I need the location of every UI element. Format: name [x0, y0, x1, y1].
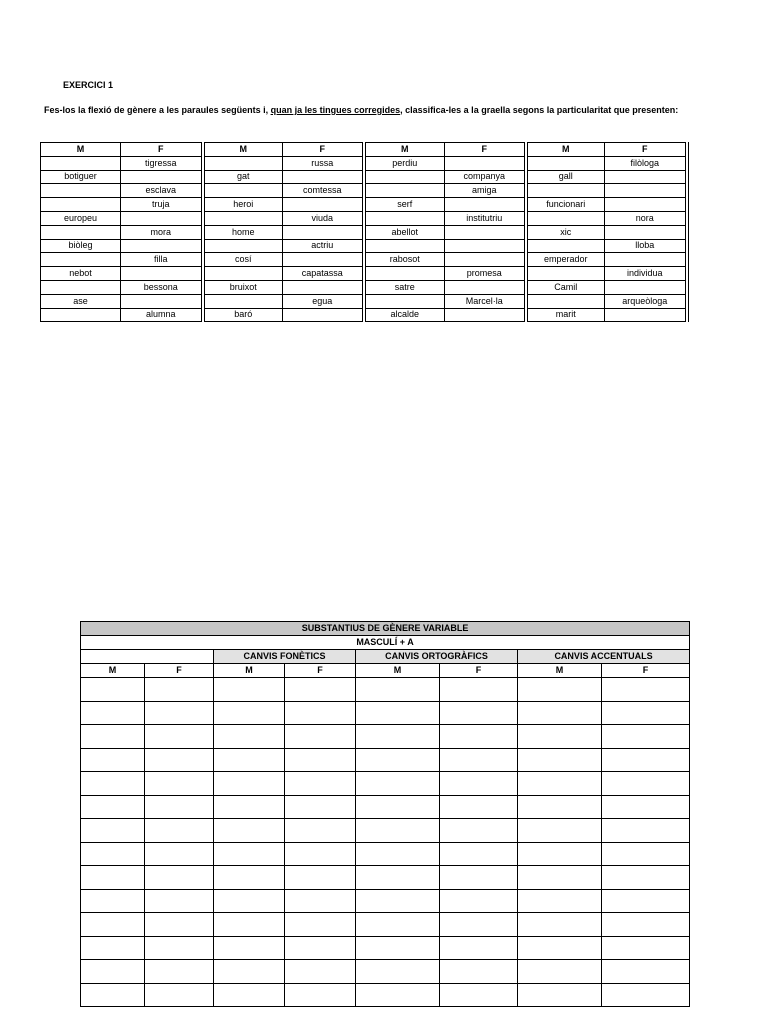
grid-cell: emperador: [526, 253, 605, 267]
blank-cell[interactable]: [602, 936, 690, 960]
blank-cell[interactable]: [145, 678, 214, 702]
blank-cell[interactable]: [440, 819, 518, 843]
grid-cell: gat: [203, 170, 283, 184]
blank-cell[interactable]: [81, 913, 145, 937]
blank-cell[interactable]: [356, 866, 440, 890]
word-grid-header-row: [41, 143, 687, 157]
blank-cell[interactable]: [440, 913, 518, 937]
blank-cell[interactable]: [518, 936, 602, 960]
table-row: [41, 225, 687, 239]
grid-cell: [364, 267, 445, 281]
blank-cell[interactable]: [518, 725, 602, 749]
blank-cell[interactable]: [145, 960, 214, 984]
grid-cell: [526, 156, 605, 170]
blank-cell[interactable]: [285, 819, 356, 843]
grid-cell: [41, 156, 121, 170]
blank-cell[interactable]: [285, 913, 356, 937]
grid-cell: [605, 280, 687, 294]
blank-cell[interactable]: [145, 913, 214, 937]
blank-cell[interactable]: [145, 725, 214, 749]
blank-cell[interactable]: [214, 725, 285, 749]
blank-cell[interactable]: [356, 678, 440, 702]
blank-cell[interactable]: [214, 772, 285, 796]
table-row: [41, 280, 687, 294]
grid-cell: [445, 308, 526, 322]
grid-cell: truja: [121, 198, 203, 212]
blank-cell[interactable]: [285, 936, 356, 960]
blank-cell[interactable]: [602, 701, 690, 725]
blank-cell[interactable]: [145, 936, 214, 960]
blank-cell[interactable]: [356, 701, 440, 725]
blank-cell[interactable]: [518, 866, 602, 890]
blank-cell[interactable]: [81, 701, 145, 725]
classification-table: [80, 621, 690, 1007]
blank-cell[interactable]: [602, 678, 690, 702]
grid-cell: [526, 267, 605, 281]
grid-header-f: F: [283, 143, 364, 157]
grid-cell: [364, 184, 445, 198]
blank-cell[interactable]: [81, 795, 145, 819]
blank-row: [81, 913, 690, 937]
grid-cell: [364, 170, 445, 184]
blank-cell[interactable]: [440, 725, 518, 749]
blank-cell[interactable]: [356, 936, 440, 960]
table-row: [41, 198, 687, 212]
blank-cell[interactable]: [440, 701, 518, 725]
blank-row: [81, 772, 690, 796]
table-row: [41, 267, 687, 281]
blank-cell[interactable]: [214, 842, 285, 866]
blank-row: [81, 795, 690, 819]
grid-cell: [203, 184, 283, 198]
blank-cell[interactable]: [440, 842, 518, 866]
grid-header-m: M: [41, 143, 121, 157]
grid-cell: abellot: [364, 225, 445, 239]
blank-cell[interactable]: [518, 795, 602, 819]
blank-cell[interactable]: [518, 889, 602, 913]
blank-row: [81, 701, 690, 725]
grid-cell: [121, 294, 203, 308]
blank-cell[interactable]: [518, 748, 602, 772]
grid-header-m: M: [203, 143, 283, 157]
grid-cell: individua: [605, 267, 687, 281]
grid-cell: [445, 156, 526, 170]
grid-cell: marit: [526, 308, 605, 322]
grid-header-f: F: [445, 143, 526, 157]
blank-cell[interactable]: [440, 889, 518, 913]
exercise-title: EXERCICI 1: [63, 80, 114, 90]
blank-row: [81, 866, 690, 890]
blank-cell[interactable]: [285, 960, 356, 984]
grid-cell: [41, 198, 121, 212]
grid-cell: mora: [121, 225, 203, 239]
blank-row: [81, 819, 690, 843]
grid-cell: serf: [364, 198, 445, 212]
grid-cell: gall: [526, 170, 605, 184]
classification-header-m: M: [81, 664, 145, 678]
classification-header-row: [81, 664, 690, 678]
grid-cell: [203, 211, 283, 225]
blank-cell[interactable]: [518, 983, 602, 1007]
grid-cell: amiga: [445, 184, 526, 198]
grid-cell: [283, 280, 364, 294]
blank-cell[interactable]: [356, 819, 440, 843]
blank-row: [81, 983, 690, 1007]
grid-cell: alcalde: [364, 308, 445, 322]
blank-cell[interactable]: [81, 772, 145, 796]
grid-cell: capatassa: [283, 267, 364, 281]
grid-cell: russa: [283, 156, 364, 170]
grid-cell: ase: [41, 294, 121, 308]
grid-cell: [605, 170, 687, 184]
blank-cell[interactable]: [602, 819, 690, 843]
category-fonetics: CANVIS FONÈTICS: [214, 650, 356, 664]
grid-cell: xic: [526, 225, 605, 239]
grid-cell: nebot: [41, 267, 121, 281]
blank-cell[interactable]: [81, 678, 145, 702]
grid-cell: [605, 308, 687, 322]
classification-header-m: M: [518, 664, 602, 678]
blank-cell[interactable]: [602, 889, 690, 913]
category-accentuals: CANVIS ACCENTUALS: [518, 650, 690, 664]
grid-cell: [283, 170, 364, 184]
grid-cell: cosí: [203, 253, 283, 267]
grid-cell: [605, 225, 687, 239]
blank-cell[interactable]: [285, 889, 356, 913]
table-row: [41, 253, 687, 267]
blank-cell[interactable]: [356, 772, 440, 796]
blank-cell[interactable]: [518, 678, 602, 702]
blank-row: [81, 842, 690, 866]
table-row: [41, 184, 687, 198]
blank-cell[interactable]: [214, 748, 285, 772]
table-row: [41, 239, 687, 253]
classification-header-f: F: [440, 664, 518, 678]
grid-cell: viuda: [283, 211, 364, 225]
grid-header-m: M: [364, 143, 445, 157]
grid-cell: perdiu: [364, 156, 445, 170]
grid-cell: comtessa: [283, 184, 364, 198]
classification-header-f: F: [285, 664, 356, 678]
blank-cell[interactable]: [518, 701, 602, 725]
grid-cell: nora: [605, 211, 687, 225]
grid-cell: europeu: [41, 211, 121, 225]
blank-cell[interactable]: [81, 748, 145, 772]
grid-cell: institutriu: [445, 211, 526, 225]
grid-cell: [41, 225, 121, 239]
blank-cell[interactable]: [602, 795, 690, 819]
grid-header-f: F: [121, 143, 203, 157]
blank-cell[interactable]: [81, 819, 145, 843]
word-grid-table: [40, 142, 689, 322]
grid-cell: [121, 239, 203, 253]
classification-title: SUBSTANTIUS DE GÈNERE VARIABLE: [81, 622, 690, 636]
grid-cell: [41, 280, 121, 294]
grid-cell: Marcel·la: [445, 294, 526, 308]
blank-cell[interactable]: [214, 983, 285, 1007]
blank-cell[interactable]: [602, 748, 690, 772]
grid-cell: [526, 294, 605, 308]
blank-row: [81, 725, 690, 749]
blank-cell[interactable]: [518, 960, 602, 984]
blank-cell[interactable]: [81, 983, 145, 1007]
category-ortografics: CANVIS ORTOGRÀFICS: [356, 650, 518, 664]
blank-cell[interactable]: [214, 866, 285, 890]
blank-cell[interactable]: [81, 866, 145, 890]
grid-cell: home: [203, 225, 283, 239]
blank-row: [81, 678, 690, 702]
blank-cell[interactable]: [214, 913, 285, 937]
grid-cell: baró: [203, 308, 283, 322]
grid-cell: [526, 239, 605, 253]
category-spacer: [81, 650, 214, 664]
blank-cell[interactable]: [214, 701, 285, 725]
grid-cell: [283, 308, 364, 322]
blank-cell[interactable]: [285, 772, 356, 796]
grid-header-f: F: [605, 143, 687, 157]
blank-cell[interactable]: [214, 936, 285, 960]
classification-subtitle: MASCULÍ + A: [81, 636, 690, 650]
blank-cell[interactable]: [285, 701, 356, 725]
grid-cell: filla: [121, 253, 203, 267]
grid-cell: [605, 198, 687, 212]
grid-cell: [121, 267, 203, 281]
grid-cell: [283, 253, 364, 267]
blank-cell[interactable]: [356, 725, 440, 749]
blank-cell[interactable]: [356, 842, 440, 866]
grid-cell: arqueòloga: [605, 294, 687, 308]
blank-cell[interactable]: [440, 866, 518, 890]
instructions-underlined: quan ja les tingues corregides: [270, 105, 401, 115]
grid-cell: alumna: [121, 308, 203, 322]
blank-cell[interactable]: [440, 772, 518, 796]
grid-cell: esclava: [121, 184, 203, 198]
classification-header-f: F: [145, 664, 214, 678]
blank-cell[interactable]: [602, 983, 690, 1007]
blank-cell[interactable]: [145, 889, 214, 913]
grid-cell: [445, 280, 526, 294]
grid-cell: rabosot: [364, 253, 445, 267]
blank-cell[interactable]: [602, 725, 690, 749]
blank-cell[interactable]: [145, 983, 214, 1007]
table-row: [41, 294, 687, 308]
blank-cell[interactable]: [214, 795, 285, 819]
blank-cell[interactable]: [518, 842, 602, 866]
blank-cell[interactable]: [356, 795, 440, 819]
table-row: [41, 308, 687, 322]
grid-cell: companya: [445, 170, 526, 184]
classification-header-m: M: [356, 664, 440, 678]
grid-cell: biòleg: [41, 239, 121, 253]
blank-cell[interactable]: [285, 983, 356, 1007]
blank-cell[interactable]: [440, 678, 518, 702]
blank-cell[interactable]: [285, 866, 356, 890]
grid-cell: [203, 267, 283, 281]
grid-cell: [203, 156, 283, 170]
table-row: [41, 156, 687, 170]
grid-cell: filòloga: [605, 156, 687, 170]
blank-cell[interactable]: [214, 889, 285, 913]
blank-row: [81, 748, 690, 772]
grid-cell: bessona: [121, 280, 203, 294]
blank-cell[interactable]: [145, 795, 214, 819]
blank-cell[interactable]: [602, 842, 690, 866]
grid-cell: satre: [364, 280, 445, 294]
blank-cell[interactable]: [145, 748, 214, 772]
grid-cell: [41, 184, 121, 198]
blank-cell[interactable]: [214, 819, 285, 843]
blank-cell[interactable]: [518, 913, 602, 937]
grid-cell: [364, 211, 445, 225]
grid-cell: [364, 294, 445, 308]
grid-cell: [445, 239, 526, 253]
blank-cell[interactable]: [356, 748, 440, 772]
grid-cell: [526, 184, 605, 198]
grid-cell: [605, 253, 687, 267]
blank-cell[interactable]: [356, 913, 440, 937]
blank-cell[interactable]: [602, 960, 690, 984]
grid-cell: lloba: [605, 239, 687, 253]
blank-cell[interactable]: [285, 842, 356, 866]
grid-cell: egua: [283, 294, 364, 308]
blank-cell[interactable]: [145, 819, 214, 843]
blank-cell[interactable]: [214, 960, 285, 984]
grid-cell: bruixot: [203, 280, 283, 294]
grid-cell: [203, 294, 283, 308]
grid-cell: [364, 239, 445, 253]
grid-cell: botiguer: [41, 170, 121, 184]
blank-row: [81, 936, 690, 960]
blank-cell[interactable]: [214, 678, 285, 702]
blank-cell[interactable]: [145, 842, 214, 866]
blank-cell[interactable]: [285, 725, 356, 749]
grid-cell: [121, 170, 203, 184]
blank-cell[interactable]: [602, 772, 690, 796]
blank-cell[interactable]: [81, 889, 145, 913]
blank-cell[interactable]: [440, 983, 518, 1007]
blank-cell[interactable]: [440, 936, 518, 960]
blank-cell[interactable]: [440, 795, 518, 819]
blank-cell[interactable]: [145, 866, 214, 890]
blank-row: [81, 960, 690, 984]
blank-cell[interactable]: [518, 819, 602, 843]
instructions-text-1: Fes-los la flexió de gènere a les paraules següents i,: [44, 105, 271, 115]
blank-cell[interactable]: [81, 936, 145, 960]
grid-cell: tigressa: [121, 156, 203, 170]
blank-cell[interactable]: [285, 678, 356, 702]
grid-cell: [283, 225, 364, 239]
blank-cell[interactable]: [356, 983, 440, 1007]
table-row: [41, 170, 687, 184]
blank-cell[interactable]: [518, 772, 602, 796]
classification-header-f: F: [602, 664, 690, 678]
grid-cell: promesa: [445, 267, 526, 281]
grid-cell: [203, 239, 283, 253]
grid-cell: funcionari: [526, 198, 605, 212]
classification-header-m: M: [214, 664, 285, 678]
grid-cell: [445, 225, 526, 239]
grid-cell: [526, 211, 605, 225]
grid-cell: heroi: [203, 198, 283, 212]
grid-header-m: M: [526, 143, 605, 157]
table-row: [41, 211, 687, 225]
blank-cell[interactable]: [440, 960, 518, 984]
blank-row: [81, 889, 690, 913]
blank-cell[interactable]: [285, 748, 356, 772]
blank-cell[interactable]: [145, 701, 214, 725]
grid-cell: [445, 253, 526, 267]
exercise-instructions: [44, 103, 689, 118]
blank-cell[interactable]: [145, 772, 214, 796]
grid-cell: Camil: [526, 280, 605, 294]
blank-cell[interactable]: [81, 960, 145, 984]
blank-cell[interactable]: [356, 889, 440, 913]
grid-cell: [41, 308, 121, 322]
grid-cell: [445, 198, 526, 212]
blank-cell[interactable]: [602, 866, 690, 890]
blank-cell[interactable]: [285, 795, 356, 819]
grid-cell: [41, 253, 121, 267]
instructions-text-2: , classifica-les a la graella segons la particularitat que presenten:: [400, 105, 679, 115]
grid-cell: [605, 184, 687, 198]
grid-cell: [121, 211, 203, 225]
blank-cell[interactable]: [81, 725, 145, 749]
grid-cell: [283, 198, 364, 212]
blank-cell[interactable]: [81, 842, 145, 866]
blank-cell[interactable]: [602, 913, 690, 937]
grid-cell: actriu: [283, 239, 364, 253]
blank-cell[interactable]: [356, 960, 440, 984]
blank-cell[interactable]: [440, 748, 518, 772]
